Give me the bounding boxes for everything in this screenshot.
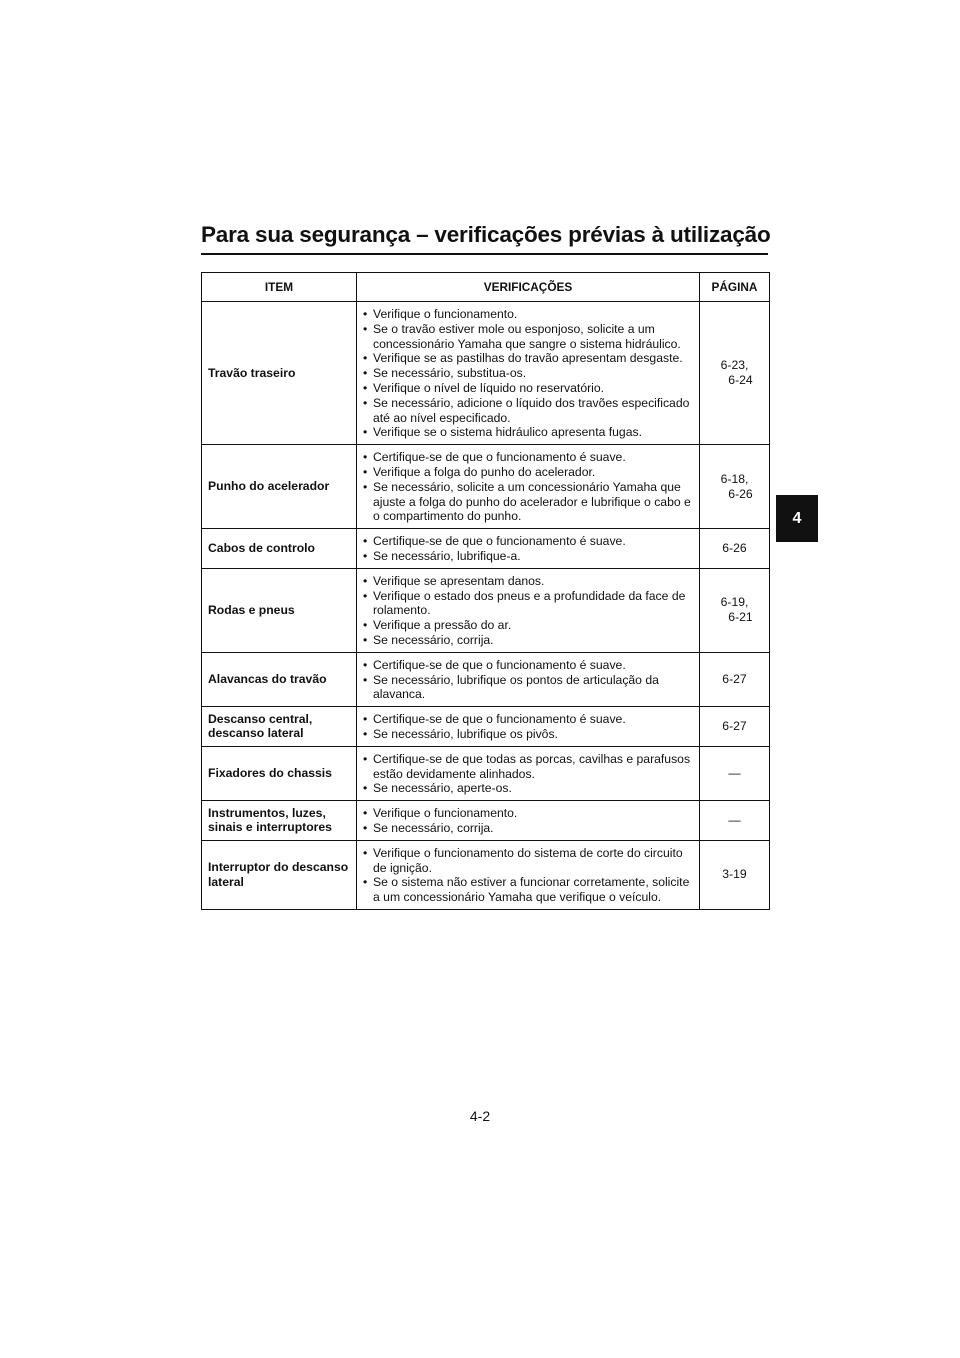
check-text: Se o travão estiver mole ou esponjoso, solicite a um concessionário Yamaha que sangre o sistema hidráulico.	[373, 321, 681, 351]
check-text: Verifique a folga do punho do acelerador.	[373, 464, 596, 479]
checks-cell	[357, 529, 700, 569]
page-ref-cell	[700, 568, 770, 652]
checks-cell	[357, 445, 700, 529]
checks-table	[201, 272, 770, 910]
page-ref: 6-21	[728, 610, 753, 625]
bullet-dot: •	[363, 464, 368, 479]
check-bullet	[363, 712, 693, 727]
page-ref-cell	[700, 529, 770, 569]
table-row	[202, 707, 770, 747]
page-ref: 6-19,	[720, 595, 749, 610]
page-ref-cell	[700, 840, 770, 909]
check-bullet	[363, 351, 693, 366]
bullet-dot: •	[363, 875, 368, 890]
check-text: Certifique-se de que o funcionamento é suave.	[373, 534, 626, 549]
check-bullet	[363, 307, 693, 322]
check-text: Verifique o estado dos pneus e a profundidade da face de rolamento.	[373, 588, 686, 618]
table-row	[202, 652, 770, 706]
check-text: Se necessário, adicione o líquido dos travões especificado até ao nível especificado.	[373, 395, 690, 425]
bullet-dot: •	[363, 657, 368, 672]
bullet-dot: •	[363, 726, 368, 741]
title-rule	[201, 253, 768, 255]
bullet-dot: •	[363, 479, 368, 494]
checks-cell	[357, 746, 700, 800]
check-bullet	[363, 727, 693, 742]
page-ref-cell	[700, 801, 770, 841]
check-text: Verifique a pressão do ar.	[373, 618, 512, 633]
check-bullet	[363, 574, 693, 589]
check-bullet	[363, 806, 693, 821]
bullet-dot: •	[363, 806, 368, 821]
page-ref: 6-27	[722, 672, 747, 687]
check-bullet	[363, 673, 693, 703]
check-text: Verifique o funcionamento do sistema de corte do circuito de ignição.	[373, 845, 683, 875]
check-text: Se necessário, corrija.	[373, 632, 494, 647]
page-number: 4-2	[469, 1108, 491, 1124]
item-cell: Fixadores do chassis	[202, 746, 357, 800]
bullet-dot: •	[363, 548, 368, 563]
bullet-dot: •	[363, 618, 368, 633]
checks-cell	[357, 801, 700, 841]
bullet-dot: •	[363, 781, 368, 796]
check-bullet	[363, 633, 693, 648]
header-page: PÁGINA	[700, 273, 770, 302]
check-bullet	[363, 465, 693, 480]
item-cell: Descanso central, descanso lateral	[202, 707, 357, 747]
table-row	[202, 302, 770, 445]
check-text: Verifique o nível de líquido no reservatório.	[373, 380, 605, 395]
table-row	[202, 445, 770, 529]
check-text: Se o sistema não estiver a funcionar corretamente, solicite a um concessionário Yamaha que verifique o veículo.	[373, 875, 690, 905]
check-text: Verifique se o sistema hidráulico apresenta fugas.	[373, 425, 642, 440]
bullet-dot: •	[363, 573, 368, 588]
table-row	[202, 840, 770, 909]
page-ref: 6-18,	[720, 471, 749, 486]
table-row	[202, 801, 770, 841]
page-ref-cell	[700, 707, 770, 747]
check-text: Se necessário, corrija.	[373, 820, 494, 835]
page-ref: —	[728, 766, 741, 781]
page-ref-cell	[700, 445, 770, 529]
check-text: Certifique-se de que todas as porcas, cavilhas e parafusos estão devidamente alinhados.	[373, 751, 691, 781]
item-cell: Alavancas do travão	[202, 652, 357, 706]
check-bullet	[363, 821, 693, 836]
bullet-dot: •	[363, 712, 368, 727]
check-bullet	[363, 450, 693, 465]
bullet-dot: •	[363, 321, 368, 336]
item-cell: Rodas e pneus	[202, 568, 357, 652]
table-row	[202, 746, 770, 800]
check-bullet	[363, 549, 693, 564]
table-body	[202, 302, 770, 910]
header-item: ITEM	[202, 273, 357, 302]
check-text: Se necessário, aperte-os.	[373, 781, 512, 796]
bullet-dot: •	[363, 425, 368, 440]
table-header-row	[202, 273, 770, 302]
check-bullet	[363, 366, 693, 381]
check-text: Se necessário, lubrifique-a.	[373, 548, 521, 563]
check-bullet	[363, 752, 693, 782]
check-text: Verifique o funcionamento.	[373, 307, 518, 321]
check-bullet	[363, 618, 693, 633]
check-bullet	[363, 381, 693, 396]
page-ref-cell	[700, 746, 770, 800]
check-bullet	[363, 322, 693, 352]
check-bullet	[363, 658, 693, 673]
check-bullet	[363, 425, 693, 440]
item-cell: Travão traseiro	[202, 302, 357, 445]
bullet-dot: •	[363, 307, 368, 321]
check-text: Verifique se apresentam danos.	[373, 573, 545, 588]
bullet-dot: •	[363, 845, 368, 860]
check-bullet	[363, 846, 693, 876]
bullet-dot: •	[363, 380, 368, 395]
bullet-dot: •	[363, 588, 368, 603]
item-cell: Cabos de controlo	[202, 529, 357, 569]
page-ref: 6-26	[722, 541, 747, 556]
check-text: Verifique se as pastilhas do travão apresentam desgaste.	[373, 351, 683, 366]
check-text: Se necessário, lubrifique os pontos de articulação da alavanca.	[373, 672, 659, 702]
check-text: Verifique o funcionamento.	[373, 806, 518, 821]
bullet-dot: •	[363, 820, 368, 835]
check-text: Certifique-se de que o funcionamento é suave.	[373, 450, 626, 465]
check-bullet	[363, 589, 693, 619]
check-text: Certifique-se de que o funcionamento é suave.	[373, 712, 626, 727]
check-text: Se necessário, solicite a um concessionário Yamaha que ajuste a folga do punho do acelerador e lubrifique o cabo e o compartimento do punho.	[373, 479, 691, 524]
check-text: Se necessário, lubrifique os pivôs.	[373, 726, 558, 741]
bullet-dot: •	[363, 395, 368, 410]
checks-cell	[357, 840, 700, 909]
page-ref: 6-23,	[720, 358, 749, 373]
table-row	[202, 529, 770, 569]
check-bullet	[363, 534, 693, 549]
bullet-dot: •	[363, 632, 368, 647]
checks-cell	[357, 707, 700, 747]
check-bullet	[363, 396, 693, 426]
check-bullet	[363, 480, 693, 524]
item-cell: Punho do acelerador	[202, 445, 357, 529]
check-bullet	[363, 875, 693, 905]
checks-cell	[357, 652, 700, 706]
bullet-dot: •	[363, 534, 368, 549]
bullet-dot: •	[363, 351, 368, 366]
checks-cell	[357, 302, 700, 445]
bullet-dot: •	[363, 751, 368, 766]
page-ref: 6-24	[728, 373, 753, 388]
bullet-dot: •	[363, 366, 368, 381]
page-ref-cell	[700, 302, 770, 445]
page-ref: —	[728, 813, 741, 827]
check-bullet	[363, 781, 693, 796]
chapter-tab: 4	[776, 495, 818, 542]
page-ref: 6-27	[722, 719, 747, 734]
table-row	[202, 568, 770, 652]
item-cell: Interruptor do descanso lateral	[202, 840, 357, 909]
checks-cell	[357, 568, 700, 652]
bullet-dot: •	[363, 672, 368, 687]
bullet-dot: •	[363, 450, 368, 465]
check-text: Certifique-se de que o funcionamento é suave.	[373, 657, 626, 672]
item-cell: Instrumentos, luzes, sinais e interruptores	[202, 801, 357, 841]
page-ref-cell	[700, 652, 770, 706]
header-checks: VERIFICAÇÕES	[357, 273, 700, 302]
check-text: Se necessário, substitua-os.	[373, 366, 527, 381]
page-title: Para sua segurança – verificações prévias à utilização	[201, 222, 771, 247]
page-ref: 3-19	[722, 867, 747, 882]
page-ref: 6-26	[728, 486, 753, 501]
